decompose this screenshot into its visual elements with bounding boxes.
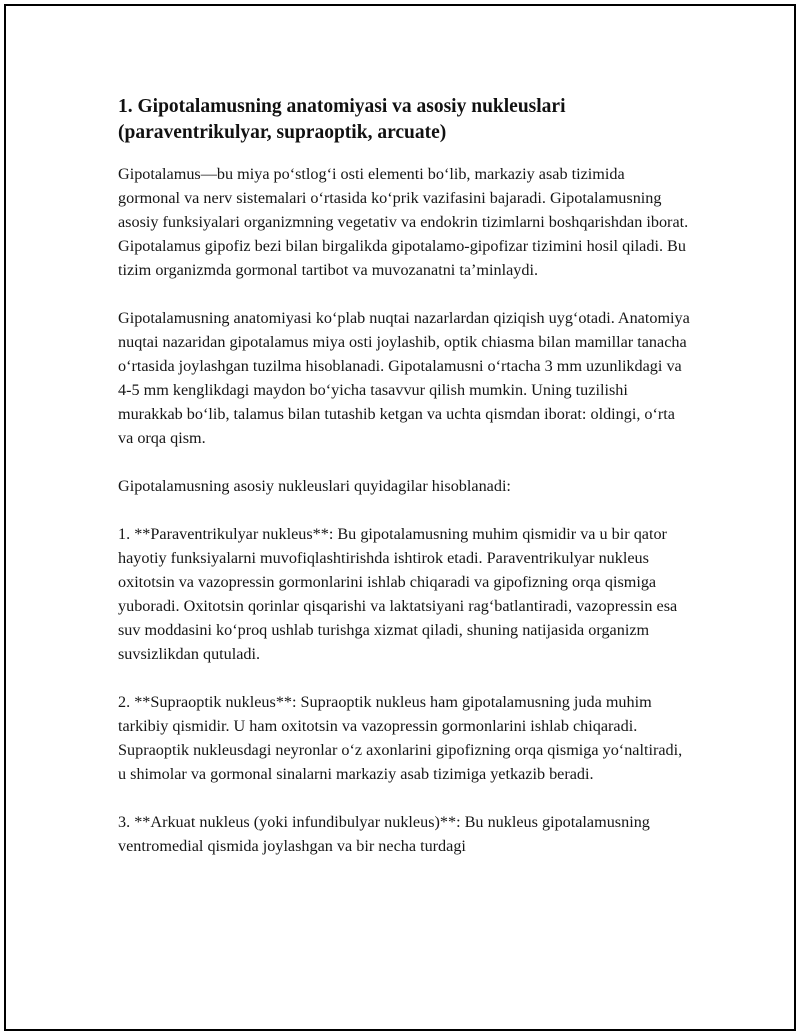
paragraph-arcuate: 3. **Arkuat nukleus (yoki infundibulyar nukleus)**: Bu nukleus gipotalamusning ventromedial qismida joylashgan va bir necha turdagi: [118, 813, 650, 855]
paragraph-supraoptic: 2. **Supraoptik nukleus**: Supraoptik nukleus ham gipotalamusning juda muhim tarkibiy qismidir. U ham oxitotsin va vazopressin gormonlarini ishlab chiqaradi. Supraoptik nukleusdagi neyronlar o‘z axonlarini gipofizning orqa qismiga yo‘naltiradi, u shimolar va gormonal sinalarni markaziy asab tizimiga yetkazib beradi.: [118, 693, 683, 783]
section-heading: [118, 94, 690, 146]
paragraph-intro: Gipotalamus—bu miya po‘stlog‘i osti elementi bo‘lib, markaziy asab tizimida gormonal va nerv sistemalari o‘rtasida ko‘prik vazifasini bajaradi. Gipotalamusning asosiy funksiyalari organizmning vegetativ va endokrin tizimlarni boshqarishdan iborat. Gipotalamus gipofiz bezi bilan birgalikda gipotalamo-gipofizar tizimini hosil qiladi. Bu tizim organizmda gormonal tartibot va muvozanatni ta’minlaydi.: [118, 165, 689, 279]
paragraph-anatomy: Gipotalamusning anatomiyasi ko‘plab nuqtai nazarlardan qiziqish uyg‘otadi. Anatomiya nuqtai nazaridan gipotalamus miya osti joylashib, optik chiasma bilan mamillar tanacha o‘rtasida joylashgan tuzilma hisoblanadi. Gipotalamusni o‘rtacha 3 mm uzunlikdagi va 4-5 mm kenglikdagi maydon bo‘yicha tasavvur qilish mumkin. Uning tuzilishi murakkab bo‘lib, talamus bilan tutashib ketgan va uchta qismdan iborat: oldingi, o‘rta va orqa qism.: [118, 309, 690, 447]
heading-line-2: (paraventrikulyar, supraoptik, arcuate): [118, 122, 447, 143]
paragraph-paraventricular: 1. **Paraventrikulyar nukleus**: Bu gipotalamusning muhim qismidir va u bir qator hayotiy funksiyalarni muvofiqlashtirishda ishtirok etadi. Paraventrikulyar nukleus oxitotsin va vazopressin gormonlarini ishlab chiqaradi va gipofizning orqa qismiga yuboradi. Oxitotsin qorinlar qisqarishi va laktatsiyani rag‘batlantiradi, vazopressin esa suv moddasini ko‘proq ushlab turishga xizmat qiladi, shuning natijasida organizm suvsizlikdan qutuladi.: [118, 525, 678, 663]
document-body: [118, 94, 690, 858]
paragraph-nuclei-intro: Gipotalamusning asosiy nukleuslari quyidagilar hisoblanadi:: [118, 477, 511, 495]
heading-line-1: 1. Gipotalamusning anatomiyasi va asosiy nukleuslari: [118, 96, 566, 117]
